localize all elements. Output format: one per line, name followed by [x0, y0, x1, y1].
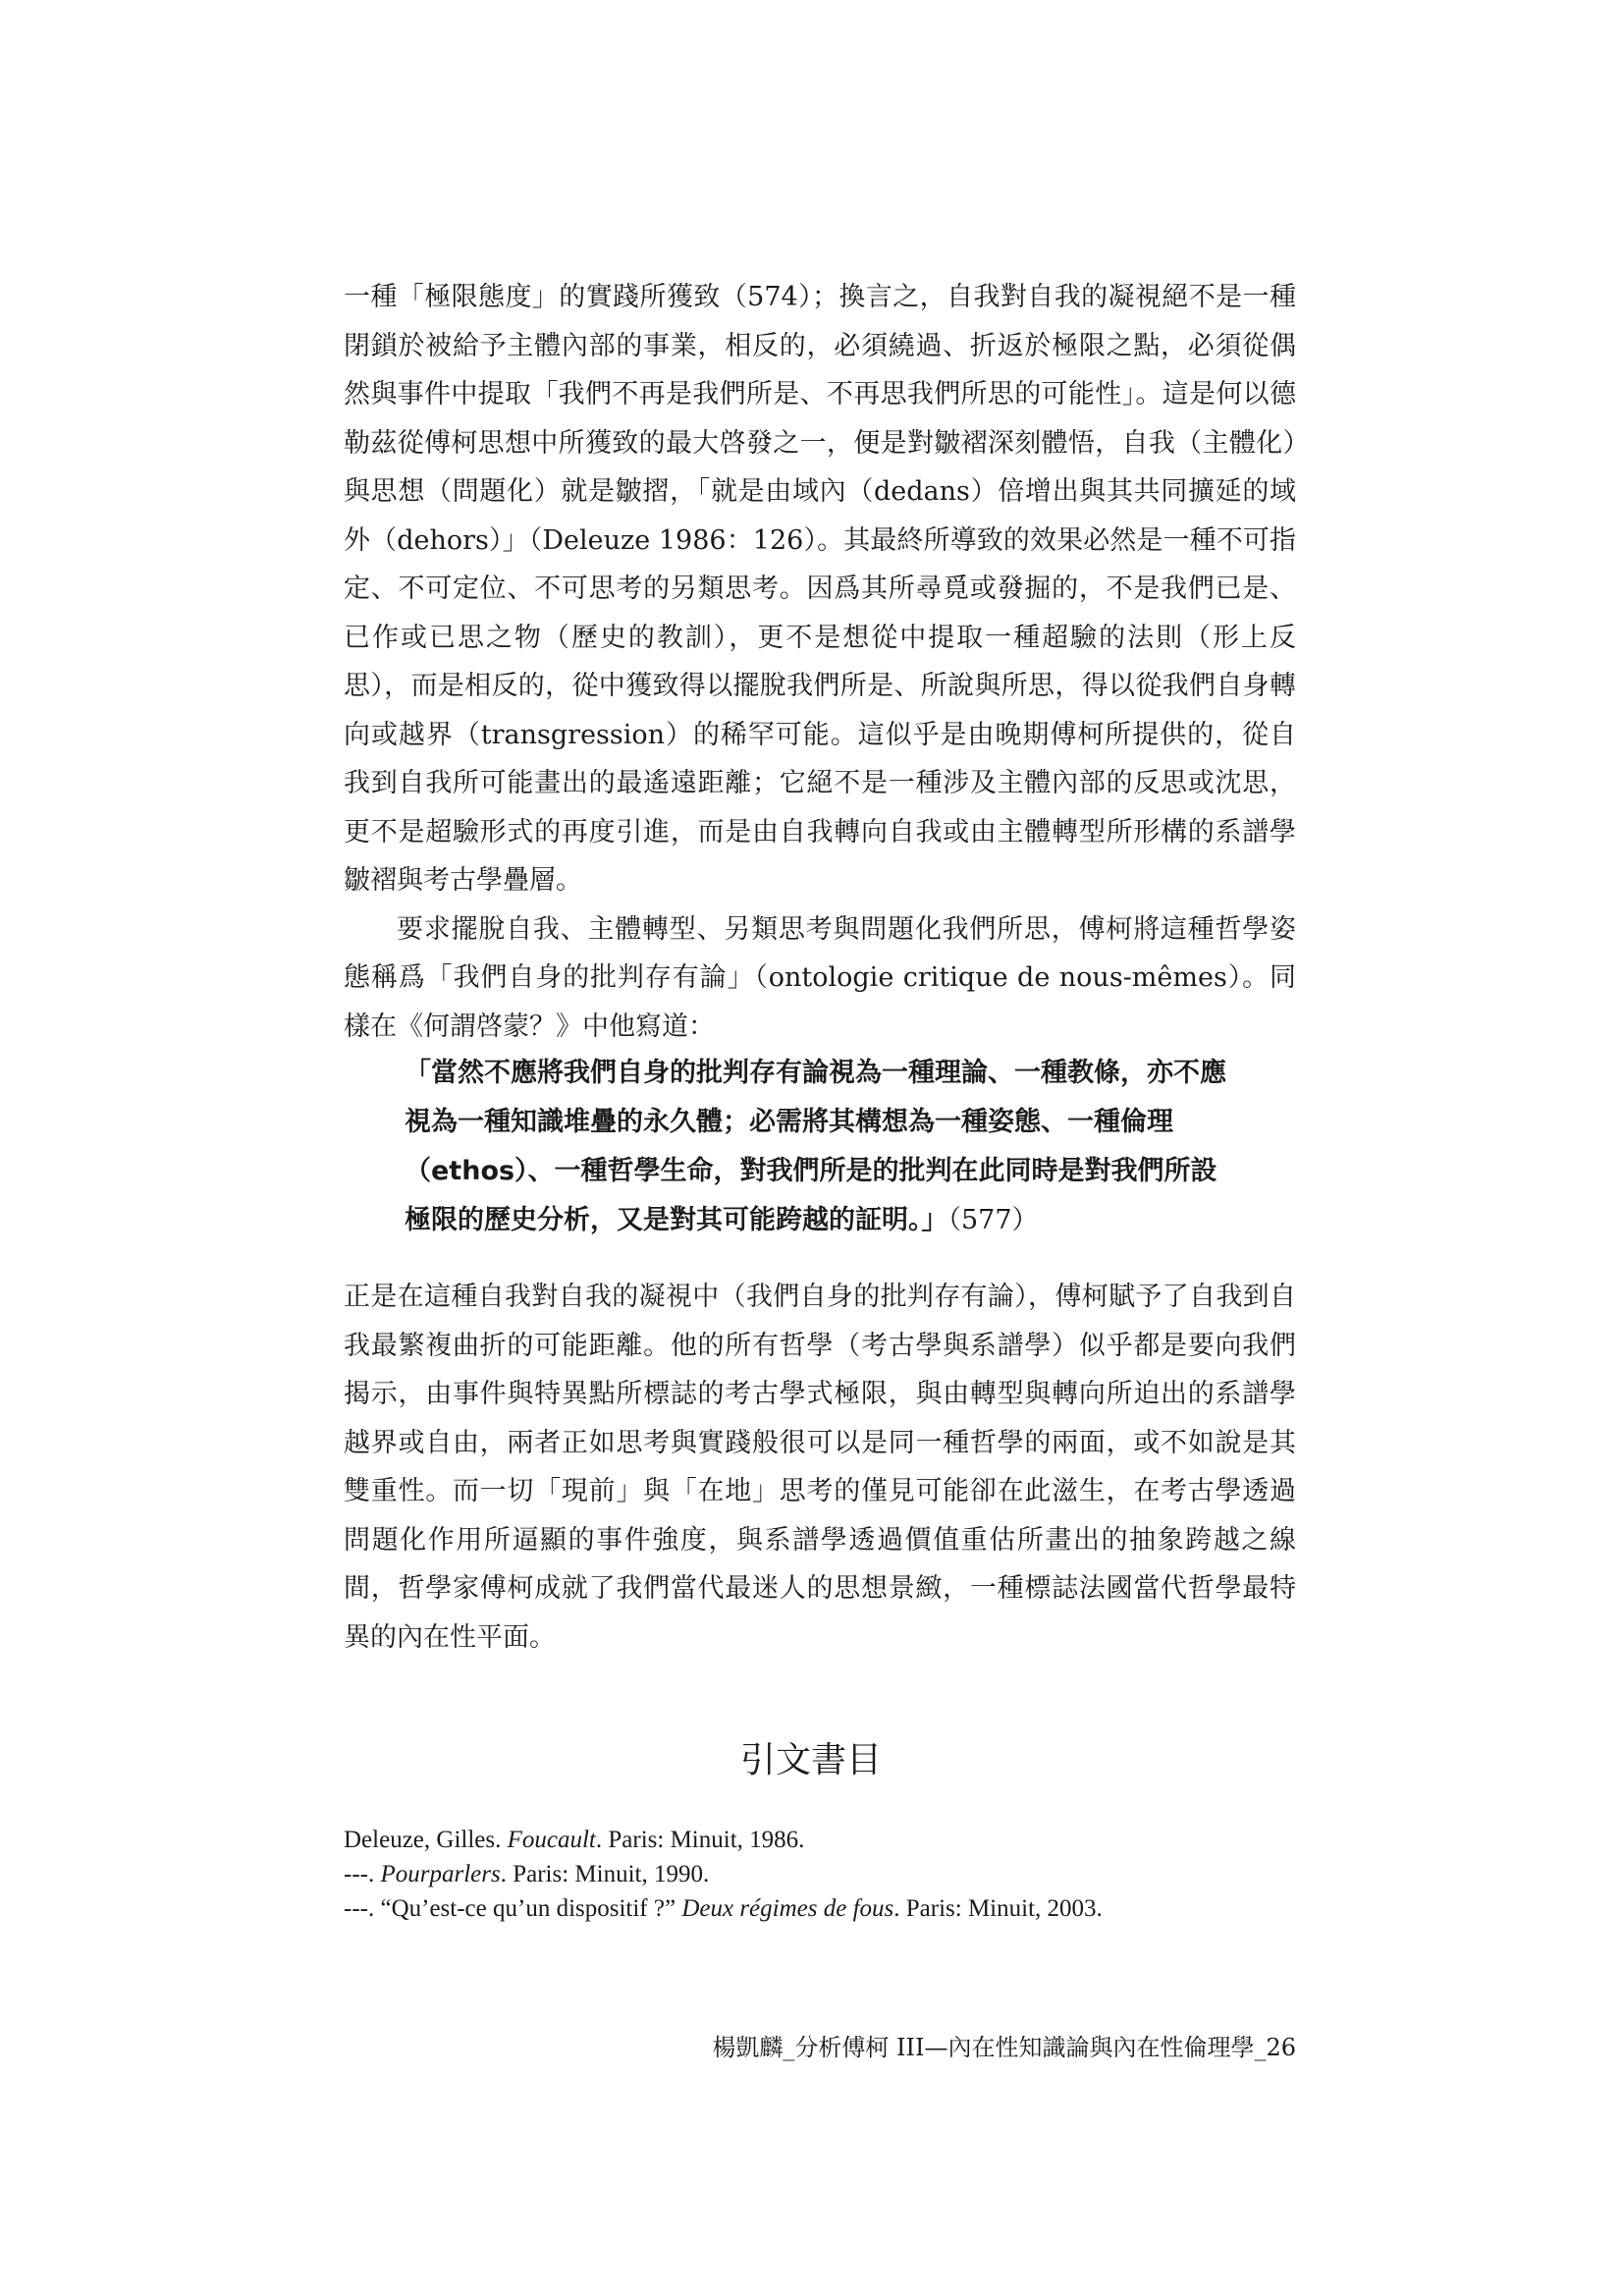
entry-publication: . Paris: Minuit, 1986.	[595, 1827, 805, 1853]
entry-publication: . Paris: Minuit, 2003.	[893, 1895, 1103, 1922]
page-footer: 楊凱麟_分析傅柯 III—內在性知識論與內在性倫理學_26	[712, 2034, 1296, 2061]
entry-author: ---. “Qu’est-ce qu’un dispositif ?”	[344, 1895, 682, 1922]
bibliography-heading: 引文書目	[739, 1740, 882, 1780]
entry-title: Deux régimes de fous	[681, 1895, 894, 1922]
quote-citation: （577）	[947, 1205, 1039, 1235]
bibliography-entry	[344, 1891, 1296, 1926]
entry-publication: . Paris: Minuit, 1990.	[500, 1861, 710, 1887]
bibliography-entry	[344, 1857, 1296, 1891]
paragraph-3: 正是在這種自我對自我的凝視中（我們自身的批判存有論），傅柯賦予了自我到自我最繁複曲折的可能距離。他的所有哲學（考古學與系譜學）似乎都是要向我們揭示，由事件與特異點所標誌的考古學式極限，與由轉型與轉向所迫出的系譜學越界或自由，兩者正如思考與實踐般很可以是同一種哲學的兩面，或不如說是其雙重性。而一切「現前」與「在地」思考的僅見可能卻在此滋生，在考古學透過問題化作用所逼顯的事件強度，與系譜學透過價值重估所畫出的抽象跨越之線間，哲學家傅柯成就了我們當代最迷人的思想景緻，一種標誌法國當代哲學最特異的內在性平面。	[344, 1282, 1296, 1653]
quote-text: 「當然不應將我們自身的批判存有論視為一種理論、一種教條，亦不應視為一種知識堆疊的永久體；必需將其構想為一種姿態、一種倫理（ethos）、一種哲學生命，對我們所是的批判在此同時是對我們所設極限的歷史分析，又是對其可能跨越的証明。」	[405, 1058, 1226, 1235]
block-quote	[405, 1049, 1239, 1245]
entry-author: Deleuze, Gilles.	[344, 1827, 508, 1853]
bibliography-entry	[344, 1823, 1296, 1857]
entry-title: Foucault	[507, 1827, 596, 1853]
body-text-top	[344, 273, 1296, 1051]
entry-author: ---.	[344, 1861, 381, 1887]
bibliography-list	[344, 1823, 1296, 1926]
entry-title: Pourparlers	[380, 1861, 501, 1887]
paragraph-1: 一種「極限態度」的實踐所獲致（574）；換言之，自我對自我的凝視絕不是一種閉鎖於被給予主體內部的事業，相反的，必須繞過、折返於極限之點，必須從偶然與事件中提取「我們不再是我們所是、不再思我們所思的可能性」。這是何以德勒茲從傅柯思想中所獲致的最大啓發之一，便是對皺褶深刻體悟，自我（主體化）與思想（問題化）就是皺摺，「就是由域內（dedans）倍增出與其共同擴延的域外（dehors）」（Deleuze 1986：126）。其最終所導致的效果必然是一種不可指定、不可定位、不可思考的另類思考。因爲其所尋覓或發掘的，不是我們已是、已作或已思之物（歷史的教訓），更不是想從中提取一種超驗的法則（形上反思），而是相反的，從中獲致得以擺脫我們所是、所說與所思，得以從我們自身轉向或越界（transgression）的稀罕可能。這似乎是由晚期傅柯所提供的，從自我到自我所可能畫出的最遙遠距離；它絕不是一種涉及主體內部的反思或沈思，更不是超驗形式的再度引進，而是由自我轉向自我或由主體轉型所形構的系譜學皺褶與考古學疊層。	[344, 282, 1296, 896]
paragraph-2: 要求擺脫自我、主體轉型、另類思考與問題化我們所思，傅柯將這種哲學姿態稱爲「我們自身的批判存有論」（ontologie critique de nous-mêmes）。同樣在《何謂啓蒙？》中他寫道：	[344, 913, 1296, 1042]
body-text-bottom	[344, 1273, 1296, 1662]
